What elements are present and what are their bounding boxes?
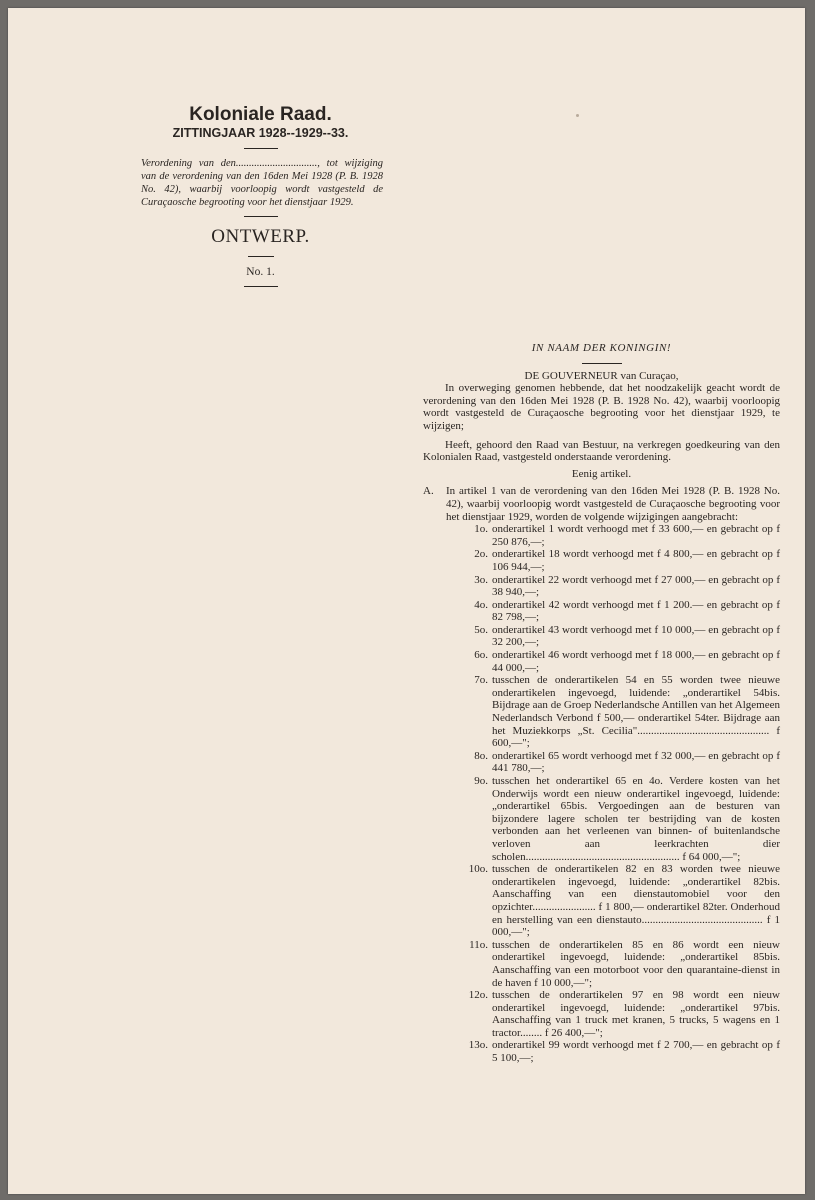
- section-a-label: A.: [423, 485, 434, 498]
- list-item: [448, 574, 780, 599]
- item-text: onderartikel 46 wordt verhoogd met f 18 000,— en gebracht op f 44 000,—;: [492, 649, 780, 674]
- draft-label: ONTWERP.: [211, 226, 310, 247]
- decision-paragraph: Heeft, gehoord den Raad van Bestuur, na verkregen goedkeuring van den Kolonialen Raad, vastgesteld onderstaande verordening.: [423, 438, 780, 464]
- paper-fleck: [576, 114, 579, 117]
- list-item: [448, 624, 780, 649]
- ordinance-body: [423, 342, 780, 1065]
- item-number: 4o.: [474, 598, 488, 611]
- divider: [244, 216, 278, 217]
- item-text: tusschen de onderartikelen 82 en 83 worden twee nieuwe onderartikelen ingevoegd, luidende: „onderartikel 82bis. Aanschaffing van een dienstautomobiel voor den opzichter....................... f 1 800,— onderartikel 82ter. Onderhoud en herstelling van een dienstauto............................................ f 1 000,—";: [492, 863, 780, 939]
- consideration-paragraph: In overweging genomen hebbende, dat het noodzakelijk geacht wordt de verordening van den 16den Mei 1928 (P. B. 1928 No. 42), waarbij voorloopig wordt vastgesteld de Curaçaosche begrooting voor het dienstjaar 1929, te wijzigen;: [423, 382, 780, 432]
- section-a-intro: In artikel 1 van de verordening van den 16den Mei 1928 (P. B. 1928 No. 42), waarbij voorloopig wordt vastgesteld de Curaçaosche begrooting voor het dienstjaar 1929, worden de volgende wijzigingen aangebracht:: [446, 485, 780, 523]
- list-item: [448, 674, 780, 750]
- item-number: 8o.: [474, 749, 488, 762]
- session-year: ZITTINGJAAR 1928--1929--33.: [172, 126, 349, 140]
- list-item: [448, 750, 780, 775]
- council-title: Koloniale Raad.: [189, 104, 332, 125]
- item-text: onderartikel 43 wordt verhoogd met f 10 000,— en gebracht op f 32 200,—;: [492, 623, 780, 649]
- item-text: tusschen het onderartikel 65 en 4o. Verdere kosten van het Onderwijs wordt een nieuw onderartikel ingevoegd, luidende: „onderartikel 65bis. Vergoedingen aan de besturen van bijzondere lagere scholen ter bestrijding van de kosten verbonden aan het verleenen van binnen- of buitenlandsche verloven aan leerkrachten dier scholen........................................................ f 64 000,—";: [492, 775, 780, 863]
- list-item: [448, 1039, 780, 1064]
- list-item: [448, 989, 780, 1039]
- ordinance-description: Verordening van den..............................., tot wijziging van de verordening van den 16den Mei 1928 (P. B. 1928 No. 42), waarbij voorloopig wordt vastgesteld de Curaçaosche begrooting voor het dienstjaar 1929.: [141, 158, 383, 208]
- item-text: onderartikel 42 wordt verhoogd met f 1 200.— en gebracht op f 82 798,—;: [492, 598, 780, 624]
- list-item: [448, 523, 780, 548]
- item-number: 9o.: [474, 775, 488, 787]
- item-text: onderartikel 18 wordt verhoogd met f 4 800,— en gebracht op f 106 944,—;: [492, 548, 780, 573]
- amendment-list: [448, 523, 780, 1065]
- list-item: [448, 599, 780, 624]
- divider: [244, 148, 278, 149]
- divider: [248, 256, 274, 257]
- item-text: onderartikel 22 wordt verhoogd met f 27 000,— en gebracht op f 38 940,—;: [492, 573, 780, 599]
- document-header: [138, 104, 383, 295]
- list-item: [448, 863, 780, 939]
- item-number: 1o.: [474, 523, 488, 536]
- item-number: 3o.: [474, 573, 488, 586]
- divider: [244, 286, 278, 287]
- divider: [582, 363, 622, 364]
- item-number: 5o.: [474, 623, 488, 636]
- list-item: [448, 548, 780, 573]
- item-number: 2o.: [474, 548, 488, 561]
- document-page: [8, 8, 805, 1194]
- item-text: onderartikel 99 wordt verhoogd met f 2 700,— en gebracht op f 5 100,—;: [492, 1039, 780, 1065]
- article-title: Eenig artikel.: [571, 467, 632, 480]
- item-text: tusschen de onderartikelen 97 en 98 wordt een nieuw onderartikel ingevoegd, luidende: „onderartikel 97bis. Aanschaffing van 1 truck met kranen, 5 trucks, 5 wagens en 1 tractor........ f 26 400,—";: [492, 989, 780, 1039]
- royal-heading: IN NAAM DER KONINGIN!: [531, 342, 672, 354]
- list-item: [448, 939, 780, 989]
- item-text: tusschen de onderartikelen 85 en 86 wordt een nieuw onderartikel ingevoegd, luidende: „onderartikel 85bis. Aanschaffing van een motorboot voor den quarantaine-dienst in de haven f 10 000,—";: [492, 938, 780, 989]
- item-number: 10o.: [468, 863, 488, 876]
- item-number: 12o.: [468, 989, 488, 1002]
- item-text: tusschen de onderartikelen 54 en 55 worden twee nieuwe onderartikelen ingevoegd, luidende: „onderartikel 54bis. Bijdrage aan de Groep Nederlandsche Antillen van het Algemeen Nederlandsch Verbond f 500,— onderartikel 54ter. Bijdrage aan het Muziekkorps „St. Cecilia"................................................ f 600,—";: [492, 674, 780, 750]
- governor-line: DE GOUVERNEUR van Curaçao,: [524, 369, 679, 382]
- list-item: [448, 649, 780, 674]
- list-item: [448, 775, 780, 863]
- item-number: 6o.: [474, 649, 488, 662]
- section-a: [423, 485, 780, 1064]
- item-number: 11o.: [469, 938, 488, 951]
- item-text: onderartikel 65 wordt verhoogd met f 32 000,— en gebracht op f 441 780,—;: [492, 749, 780, 775]
- item-text: onderartikel 1 wordt verhoogd met f 33 600,— en gebracht op f 250 876,—;: [492, 523, 780, 548]
- item-number: 7o.: [474, 674, 488, 687]
- item-number: 13o.: [468, 1039, 488, 1052]
- document-number: No. 1.: [246, 266, 275, 278]
